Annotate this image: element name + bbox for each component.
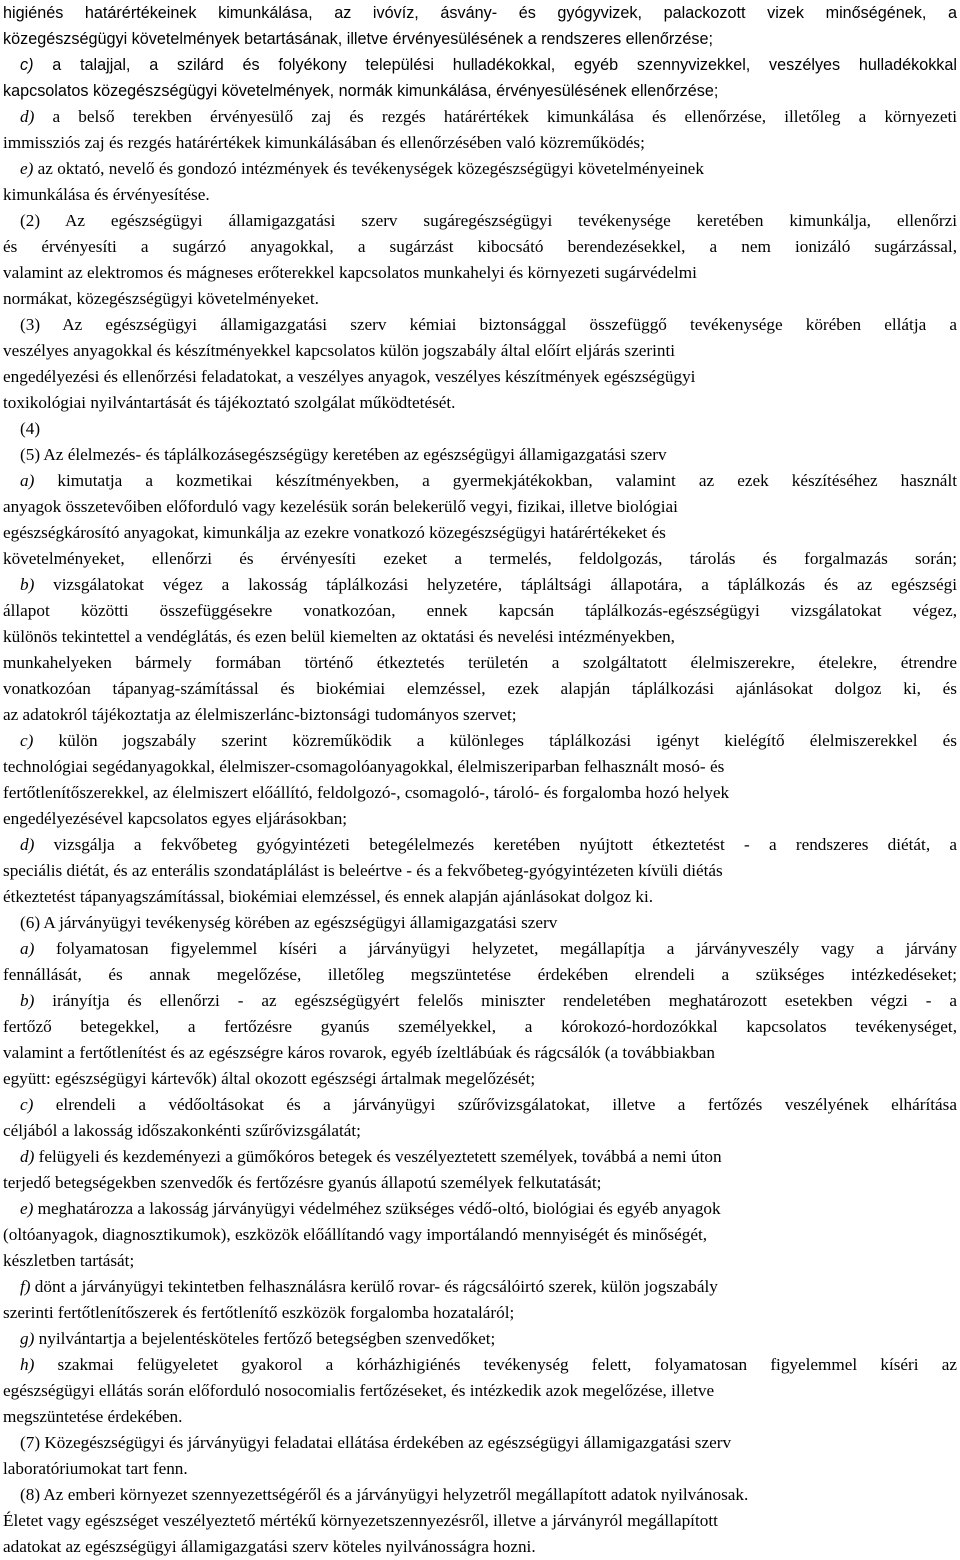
- text-line: [3, 182, 957, 208]
- item-label: f): [20, 1277, 31, 1296]
- text-line: [3, 364, 957, 390]
- text-line: [3, 728, 957, 754]
- text-line: [3, 338, 957, 364]
- line-text: higiénés határértékeinek kimunkálása, az ivóvíz, ásvány- és gyógyvizek, palackozott vizek minőségének, a: [3, 4, 957, 22]
- text-line: [3, 1196, 957, 1222]
- document-page: [3, 0, 957, 1560]
- line-text: immissziós zaj és rezgés határértékek kimunkálásában és ellenőrzésében való közreműködés;: [3, 133, 645, 152]
- line-text: (6) A járványügyi tevékenység körében az egészségügyi államigazgatási szerv: [20, 913, 558, 932]
- text-line: [3, 1508, 957, 1534]
- text-line: [3, 1352, 957, 1378]
- line-text: valamint a fertőtlenítést és az egészségre káros rovarok, egyéb ízeltlábúak és rágcsálók (a továbbiakban: [3, 1043, 716, 1062]
- line-text: egészségkárosító anyagokat, kimunkálja az ezekre vonatkozó közegészségügyi határértékeket és: [3, 523, 666, 542]
- item-label: b): [20, 575, 35, 594]
- line-text: különös tekintettel a vendéglátás, és ezen belül kiemelten az oktatási és nevelési intézményekben,: [3, 627, 675, 646]
- text-line: [3, 0, 957, 26]
- item-label: d): [20, 107, 35, 126]
- text-line: [3, 832, 957, 858]
- line-text: fennállását, és annak megelőzése, illetőleg megszüntetése érdekében elrendeli a szükséges intézkedéseket;: [3, 965, 957, 984]
- line-text: anyagok összetevőiben előforduló vagy kezelésük során belekerülő vegyi, fizikai, illetve biológiai: [3, 497, 678, 516]
- line-text: és érvényesíti a sugárzó anyagokkal, a sugárzást kibocsátó berendezésekkel, a nem ionizáló sugárzással,: [3, 237, 957, 256]
- line-text: a talajjal, a szilárd és folyékony települési hulladékokkal, egyéb szennyvizekkel, veszélyes hulladékokkal: [33, 56, 957, 74]
- text-line: [3, 1222, 957, 1248]
- text-line: [3, 78, 957, 104]
- text-line: [3, 1404, 957, 1430]
- text-line: [3, 468, 957, 494]
- line-text: (oltóanyagok, diagnosztikumok), eszközök előállítandó vagy importálandó mennyiségét és minőségét,: [3, 1225, 708, 1244]
- line-text: (5) Az élelmezés- és táplálkozásegészségügy keretében az egészségügyi államigazgatási szerv: [20, 445, 667, 464]
- line-text: céljából a lakosság időszakonkénti szűrővizsgálatát;: [3, 1121, 361, 1140]
- text-line: [3, 1378, 957, 1404]
- text-line: [3, 286, 957, 312]
- line-text: folyamatosan figyelemmel kíséri a járványügyi helyzetet, megállapítja a járványveszély vagy a járvány: [34, 939, 957, 958]
- text-line: [3, 1300, 957, 1326]
- text-line: [3, 598, 957, 624]
- text-line: [3, 1014, 957, 1040]
- line-text: együtt: egészségügyi kártevők) által okozott egészségi ártalmak megelőzését;: [3, 1069, 536, 1088]
- text-line: [3, 1092, 957, 1118]
- line-text: dönt a járványügyi tekintetben felhasználásra kerülő rovar- és rágcsálóirtó szerek, külön jogszabály: [30, 1277, 718, 1296]
- line-text: az adatokról tájékoztatja az élelmiszerlánc-biztonsági tudományos szervet;: [3, 705, 517, 724]
- text-line: [3, 884, 957, 910]
- line-text: valamint az elektromos és mágneses erőterekkel kapcsolatos munkahelyi és környezeti sugárvédelmi: [3, 263, 697, 282]
- line-text: szerinti fertőtlenítőszerek és fertőtlenítő eszközök forgalomba hozataláról;: [3, 1303, 515, 1322]
- text-line: [3, 234, 957, 260]
- item-label: d): [20, 835, 35, 854]
- item-label: c): [20, 731, 34, 750]
- text-line: [3, 650, 957, 676]
- line-text: adatokat az egészségügyi államigazgatási szerv köteles nyilvánosságra hozni.: [3, 1537, 536, 1556]
- text-line: [3, 806, 957, 832]
- line-text: kapcsolatos közegészségügyi követelmények, normák kimunkálása, érvényesülésének ellenőrzése;: [3, 82, 719, 100]
- text-line: [3, 1274, 957, 1300]
- line-text: (2) Az egészségügyi államigazgatási szerv sugáregészségügyi tevékenysége keretében kimunkálja, ellenőrzi: [20, 211, 957, 230]
- text-line: [3, 156, 957, 182]
- text-line: [3, 546, 957, 572]
- item-label: e): [20, 1199, 34, 1218]
- text-line: [3, 1170, 957, 1196]
- text-line: [3, 520, 957, 546]
- item-label: g): [20, 1329, 35, 1348]
- text-line: [3, 780, 957, 806]
- text-line: [3, 1456, 957, 1482]
- text-line: [3, 52, 957, 78]
- text-line: [3, 910, 957, 936]
- line-text: vizsgálatokat végez a lakosság táplálkozási helyzetére, tápláltsági állapotára, a táplálkozás és az egészségi: [34, 575, 957, 594]
- line-text: toxikológiai nyilvántartását és tájékoztató szolgálat működtetését.: [3, 393, 456, 412]
- line-text: az oktató, nevelő és gondozó intézmények és tevékenységek közegészségügyi követelményeinek: [33, 159, 704, 178]
- line-text: állapot közötti összefüggésekre vonatkozóan, ennek kapcsán táplálkozás-egészségügyi vizsgálatokat végez,: [3, 601, 957, 620]
- line-text: kimunkálása és érvényesítése.: [3, 185, 210, 204]
- item-label: h): [20, 1355, 35, 1374]
- line-text: (7) Közegészségügyi és járványügyi feladatai ellátása érdekében az egészségügyi államigazgatási szerv: [20, 1433, 732, 1452]
- text-line: [3, 962, 957, 988]
- item-label: e): [20, 159, 34, 178]
- line-text: nyilvántartja a bejelentésköteles fertőző betegségben szenvedőket;: [34, 1329, 496, 1348]
- line-text: Életet vagy egészséget veszélyeztető mértékű környezetszennyezésről, illetve a járványról megállapított: [3, 1511, 718, 1530]
- item-label: a): [20, 939, 35, 958]
- line-text: vizsgálja a fekvőbeteg gyógyintézeti betegélelmezés keretében nyújtott étkeztetést - a rendszeres diétát, a: [34, 835, 957, 854]
- text-line: [3, 1040, 957, 1066]
- line-text: meghatározza a lakosság járványügyi védelméhez szükséges védő-oltó, biológiai és egyéb anyagok: [33, 1199, 721, 1218]
- line-text: (4): [20, 419, 41, 438]
- text-line: [3, 494, 957, 520]
- line-text: egészségügyi ellátás során előforduló nosocomialis fertőzéseket, és intézkedik azok megelőzése, illetve: [3, 1381, 715, 1400]
- text-line: [3, 754, 957, 780]
- text-line: [3, 624, 957, 650]
- text-line: [3, 260, 957, 286]
- line-text: kimutatja a kozmetikai készítményekben, a gyermekjátékokban, valamint az ezek készítéséhez használt: [34, 471, 957, 490]
- text-line: [3, 936, 957, 962]
- text-line: [3, 572, 957, 598]
- line-text: (8) Az emberi környezet szennyezettségéről és a járványügyi helyzetről megállapított adatok nyilvánosak.: [20, 1485, 749, 1504]
- text-line: [3, 1118, 957, 1144]
- line-text: laboratóriumokat tart fenn.: [3, 1459, 188, 1478]
- item-label: b): [20, 991, 35, 1010]
- text-line: [3, 858, 957, 884]
- line-text: felügyeli és kezdeményezi a gümőkóros betegek és veszélyeztetett személyek, továbbá a nemi úton: [34, 1147, 722, 1166]
- line-text: vonatkozóan tápanyag-számítással és biokémiai elemzéssel, ezek alapján táplálkozási ajánlásokat dolgoz ki, és: [3, 679, 957, 698]
- item-label: d): [20, 1147, 35, 1166]
- text-line: [3, 1144, 957, 1170]
- text-line: [3, 26, 957, 52]
- line-text: terjedő betegségekben szenvedők és fertőzésre gyanús állapotú személyek felkutatását;: [3, 1173, 602, 1192]
- text-line: [3, 416, 957, 442]
- line-text: elrendeli a védőoltásokat és a járványügyi szűrővizsgálatokat, illetve a fertőzés veszélyének elhárítása: [33, 1095, 957, 1114]
- text-line: [3, 1430, 957, 1456]
- line-text: veszélyes anyagokkal és készítményekkel kapcsolatos külön jogszabály által előírt eljárás szerinti: [3, 341, 675, 360]
- line-text: speciális diétát, és az enterális szondatáplálást is beleértve - és a fekvőbeteg-gyógyintézeten kívüli diétás: [3, 861, 723, 880]
- line-text: engedélyezési és ellenőrzési feladatokat, a veszélyes anyagok, veszélyes készítmények egészségügyi: [3, 367, 696, 386]
- line-text: megszüntetése érdekében.: [3, 1407, 183, 1426]
- text-line: [3, 1534, 957, 1560]
- item-label: c): [20, 1095, 34, 1114]
- line-text: követelményeket, ellenőrzi és érvényesíti ezeket a termelés, feldolgozás, tárolás és forgalmazás során;: [3, 549, 957, 568]
- text-line: [3, 104, 957, 130]
- item-label: a): [20, 471, 35, 490]
- line-text: szakmai felügyeletet gyakorol a kórházhigiénés tevékenység felett, folyamatosan figyelemmel kíséri az: [34, 1355, 957, 1374]
- line-text: munkahelyeken bármely formában történő étkeztetés területén a szolgáltatott élelmiszerekre, ételekre, étrendre: [3, 653, 957, 672]
- line-text: készletben tartását;: [3, 1251, 135, 1270]
- text-line: [3, 676, 957, 702]
- text-line: [3, 1248, 957, 1274]
- text-line: [3, 442, 957, 468]
- text-line: [3, 702, 957, 728]
- text-line: [3, 390, 957, 416]
- line-text: engedélyezésével kapcsolatos egyes eljárásokban;: [3, 809, 348, 828]
- text-line: [3, 1326, 957, 1352]
- line-text: fertőtlenítőszerekkel, az élelmiszert előállító, feldolgozó-, csomagoló-, tároló- és forgalomba hozó helyek: [3, 783, 730, 802]
- line-text: a belső terekben érvényesülő zaj és rezgés határértékek kimunkálása és ellenőrzése, illetőleg a környezeti: [34, 107, 957, 126]
- line-text: étkeztetést tápanyagszámítással, biokémiai elemzéssel, és ennek alapján ajánlásokat dolgoz ki.: [3, 887, 654, 906]
- line-text: fertőző betegekkel, a fertőzésre gyanús személyekkel, a kórokozó-hordozókkal kapcsolatos tevékenységet,: [3, 1017, 957, 1036]
- item-label: c): [20, 56, 34, 74]
- text-line: [3, 1066, 957, 1092]
- line-text: irányítja és ellenőrzi - az egészségügyért felelős miniszter rendeletében meghatározott esetekben végzi - a: [34, 991, 957, 1010]
- text-line: [3, 312, 957, 338]
- line-text: külön jogszabály szerint közreműködik a különleges táplálkozási igényt kielégítő élelmiszerekkel és: [33, 731, 957, 750]
- line-text: technológiai segédanyagokkal, élelmiszer-csomagolóanyagokkal, élelmiszeriparban felhasznált mosó- és: [3, 757, 725, 776]
- line-text: (3) Az egészségügyi államigazgatási szerv kémiai biztonsággal összefüggő tevékenysége körében ellátja a: [20, 315, 957, 334]
- text-line: [3, 988, 957, 1014]
- text-line: [3, 130, 957, 156]
- text-line: [3, 208, 957, 234]
- line-text: normákat, közegészségügyi követelményeket.: [3, 289, 319, 308]
- line-text: közegészségügyi követelmények betartásának, illetve érvényesülésének a rendszeres ellenőrzése;: [3, 30, 713, 48]
